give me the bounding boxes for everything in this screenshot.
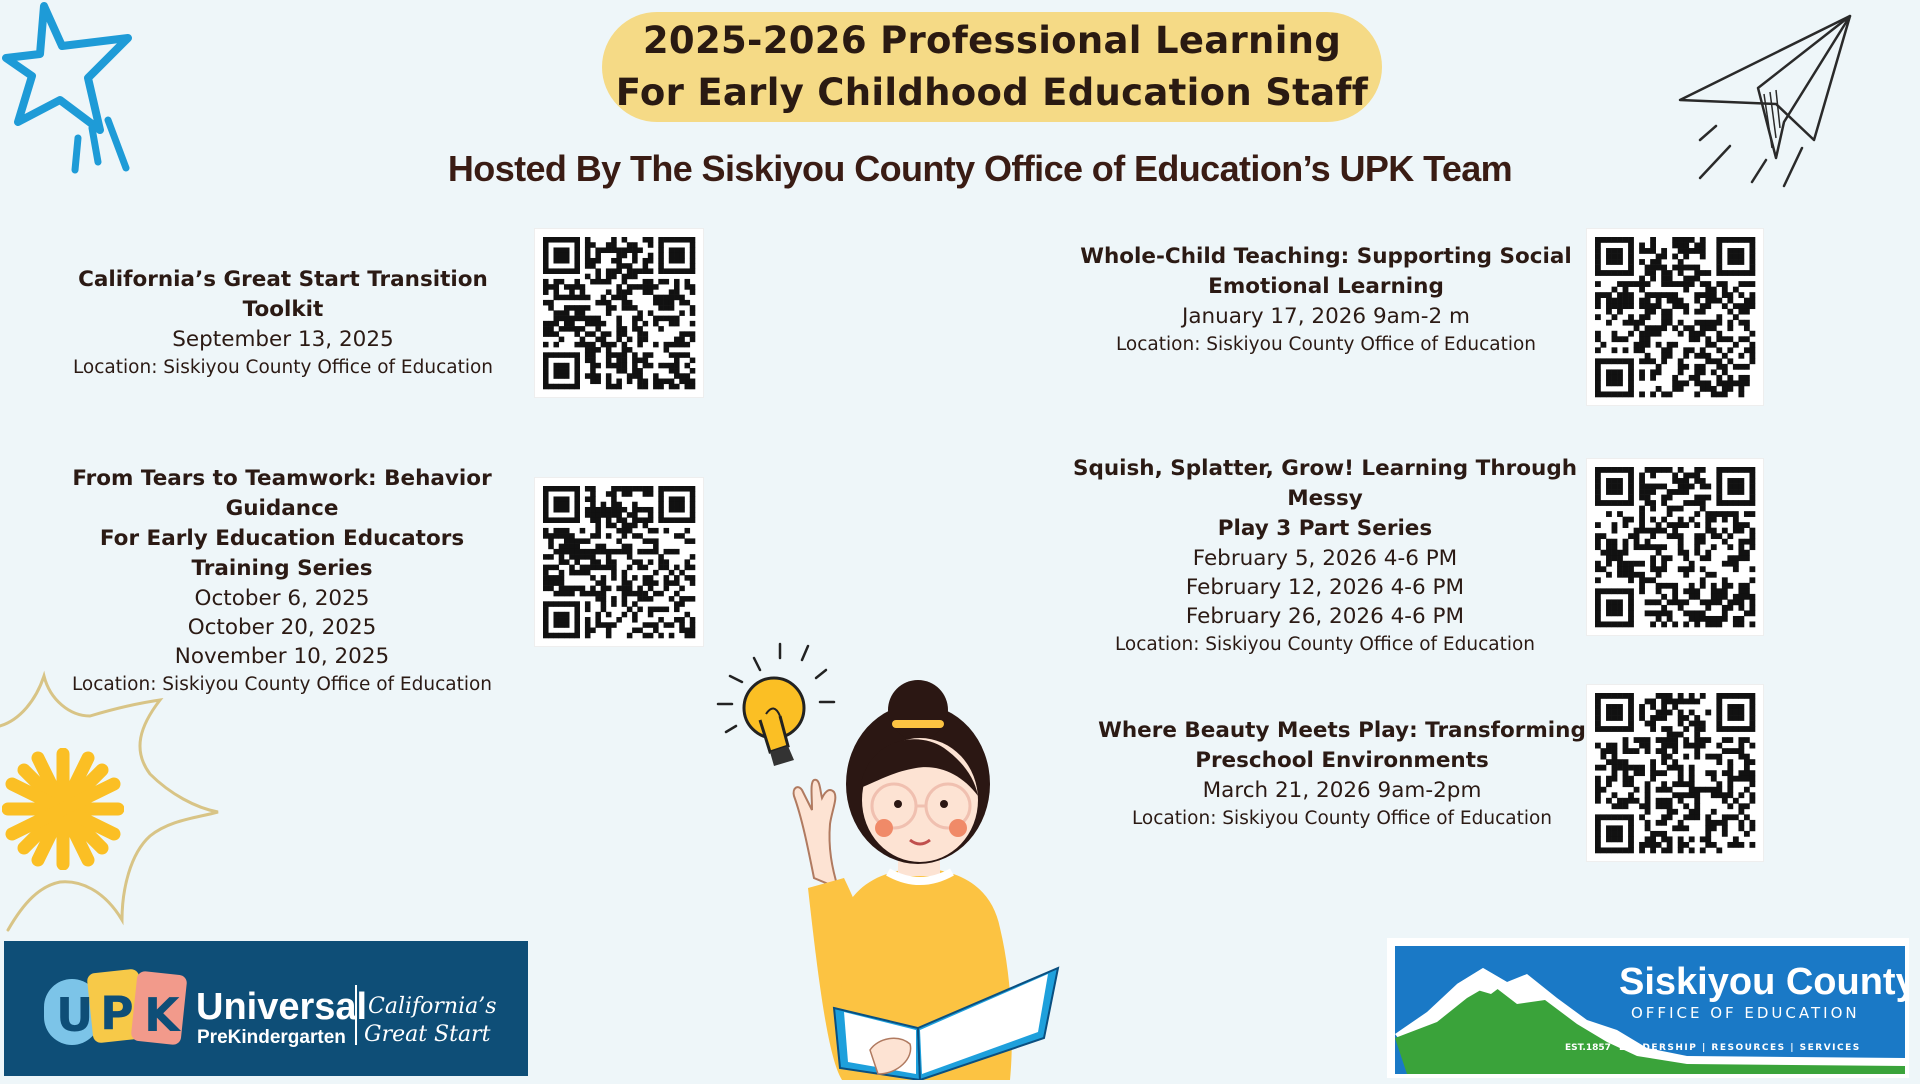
upk-letter-u: U (56, 988, 94, 1042)
event-card (1060, 454, 1590, 658)
event-card (1066, 242, 1586, 358)
qr-code[interactable] (534, 228, 704, 398)
qr-code[interactable] (1586, 684, 1764, 862)
siskiyou-logo (1387, 938, 1909, 1078)
event-date: January 17, 2026 9am-2 m (1182, 304, 1470, 329)
qr-code[interactable] (1586, 228, 1764, 406)
event-date: February 12, 2026 4-6 PM (1185, 575, 1465, 600)
page-subtitle: Hosted By The Siskiyou County Office of Education’s UPK Team (447, 148, 1513, 189)
siskiyou-name: Siskiyou County (1619, 961, 1909, 1003)
event-date: March 21, 2026 9am-2pm (1202, 778, 1482, 803)
event-location: Location: Siskiyou County Office of Education (72, 357, 494, 378)
event-title: Where Beauty Meets Play: Transforming (1098, 718, 1586, 743)
siskiyou-motto: LEADERSHIP | RESOURCES | SERVICES (1619, 1043, 1861, 1053)
event-title: Play 3 Part Series (1217, 516, 1433, 541)
qr-code[interactable] (1586, 458, 1764, 636)
upk-tag-line-1: California’s (368, 994, 497, 1019)
upk-letter-p: P (100, 986, 134, 1040)
sun-icon (2, 748, 124, 874)
title-line-2: For Early Childhood Education Staff (615, 71, 1369, 114)
event-title: Training Series (191, 556, 373, 581)
event-title: Squish, Splatter, Grow! Learning Through Messy (1072, 456, 1578, 511)
event-location: Location: Siskiyou County Office of Education (71, 674, 493, 695)
event-date: September 13, 2025 (172, 327, 394, 352)
event-card (40, 265, 526, 381)
event-card (20, 464, 544, 698)
upk-word-universal: Universal (196, 986, 368, 1028)
upk-logo (4, 941, 528, 1076)
event-card (1086, 716, 1598, 832)
siskiyou-est: EST.1857 (1565, 1043, 1611, 1053)
qr-code[interactable] (534, 477, 704, 647)
event-location: Location: Siskiyou County Office of Education (1131, 808, 1553, 829)
upk-tag-line-2: Great Start (364, 1022, 491, 1047)
event-date: February 26, 2026 4-6 PM (1185, 604, 1465, 629)
event-title: Emotional Learning (1208, 274, 1444, 299)
siskiyou-sub: OFFICE OF EDUCATION (1631, 1004, 1860, 1022)
event-date: October 6, 2025 (194, 586, 370, 611)
teacher-illustration (748, 678, 1068, 1084)
event-location: Location: Siskiyou County Office of Education (1115, 334, 1537, 355)
event-location: Location: Siskiyou County Office of Education (1114, 634, 1536, 655)
upk-letter-k: K (144, 988, 180, 1042)
event-title: Whole-Child Teaching: Supporting Social (1080, 244, 1572, 269)
event-date: February 5, 2026 4-6 PM (1192, 546, 1458, 571)
event-title: Preschool Environments (1195, 748, 1489, 773)
event-title: California’s Great Start Transition Toolkit (78, 267, 488, 322)
event-title: From Tears to Teamwork: Behavior Guidance (72, 466, 492, 521)
event-date: November 10, 2025 (174, 644, 390, 669)
upk-word-prek: PreKindergarten (197, 1027, 346, 1048)
title-banner (602, 12, 1382, 122)
event-title: For Early Education Educators (99, 526, 465, 551)
title-line-1: 2025-2026 Professional Learning (642, 19, 1342, 62)
event-date: October 20, 2025 (187, 615, 377, 640)
